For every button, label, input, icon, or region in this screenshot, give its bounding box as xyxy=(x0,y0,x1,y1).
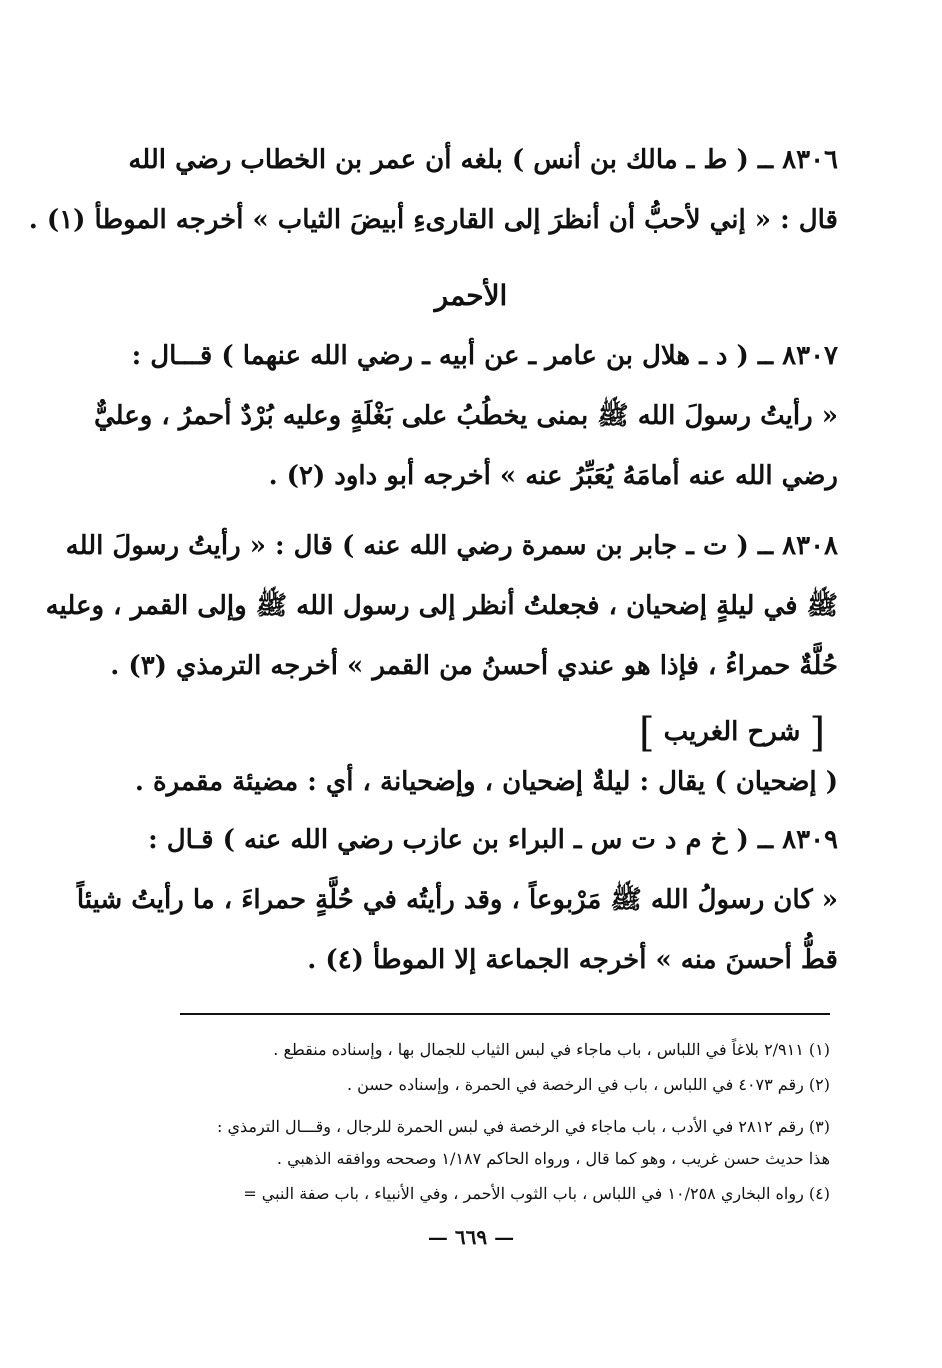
footnote-1: (١) ٢/٩١١ بلاغاً في اللباس ، باب ماجاء في لبس الثياب للجمال بها ، وإسناده منقطع . xyxy=(273,1040,830,1059)
hadith-8307-line-2: « رأيتُ رسولَ الله ﷺ بمنى يخطُبُ على بَغْلَةٍ وعليه بُرْدٌ أحمرُ ، وعليٌّ xyxy=(93,401,838,431)
close-bracket-icon: ] xyxy=(638,710,655,756)
open-bracket-icon: [ xyxy=(809,710,826,756)
hadith-8307-line-1: ٨٣٠٧ ــ ( د ـ هلال بن عامر ـ عن أبيه ـ رضي الله عنهما ) قـــال : xyxy=(131,341,838,371)
hadith-8309-line-3: قطُّ أحسنَ منه » أخرجه الجماعة إلا الموطأ (٤) . xyxy=(307,945,838,975)
hadith-8307-line-3: رضي الله عنه أمامَهُ يُعَبِّرُ عنه » أخرجه أبو داود (٢) . xyxy=(268,461,838,491)
page-number: — ٦٦٩ — xyxy=(427,1225,515,1249)
footnote-2: (٢) رقم ٤٠٧٣ في اللباس ، باب في الرخصة في الحمرة ، وإسناده حسن . xyxy=(346,1075,830,1094)
footnote-separator xyxy=(180,1013,830,1015)
footnote-4: (٤) رواه البخاري ١٠/٢٥٨ في اللباس ، باب الثوب الأحمر ، وفي الأنبياء ، باب صفة النبي = xyxy=(243,1184,830,1203)
hadith-8309-line-2: « كان رسولُ الله ﷺ مَرْبوعاً ، وقد رأيتُه في حُلَّةٍ حمراءَ ، ما رأيتُ شيئاً xyxy=(76,885,838,915)
hadith-8308-line-2: ﷺ في ليلةٍ إضحيان ، فجعلتُ أنظر إلى رسول الله ﷺ وإلى القمر ، وعليه xyxy=(45,591,838,621)
hadith-8308-line-1: ٨٣٠٨ ــ ( ت ـ جابر بن سمرة رضي الله عنه ) قال : « رأيتُ رسولَ الله xyxy=(65,531,838,561)
section-heading: الأحمر xyxy=(434,279,508,312)
footnote-3: (٣) رقم ٢٨١٢ في الأدب ، باب ماجاء في الرخصة في لبس الحمرة للرجال ، وقـــال الترمذي : xyxy=(217,1117,830,1136)
hadith-8306-line-1: ٨٣٠٦ ــ ( ط ـ مالك بن أنس ) بلغه أن عمر بن الخطاب رضي الله xyxy=(128,145,838,175)
hadith-8308-line-3: حُلَّةٌ حمراءُ ، فإذا هو عندي أحسنُ من القمر » أخرجه الترمذي (٣) . xyxy=(110,651,838,681)
hadith-8309-line-1: ٨٣٠٩ ــ ( خ م د ت س ـ البراء بن عازب رضي الله عنه ) قـال : xyxy=(148,825,838,855)
sharh-al-gharib-heading xyxy=(632,706,832,758)
footnote-3-continued: هذا حديث حسن غريب ، وهو كما قال ، ورواه الحاكم ١/١٨٧ وصححه ووافقه الذهبي . xyxy=(276,1149,830,1168)
gharib-explanation: ( إضحيان ) يقال : ليلةٌ إضحيان ، وإضحيانة ، أي : مضيئة مقمرة . xyxy=(134,767,838,797)
hadith-8306-line-2: قال : « إني لأحبُّ أن أنظرَ إلى القارىءِ أبيضَ الثياب » أخرجه الموطأ (١) . xyxy=(28,205,838,235)
sharh-label: شرح الغريب xyxy=(663,717,801,747)
